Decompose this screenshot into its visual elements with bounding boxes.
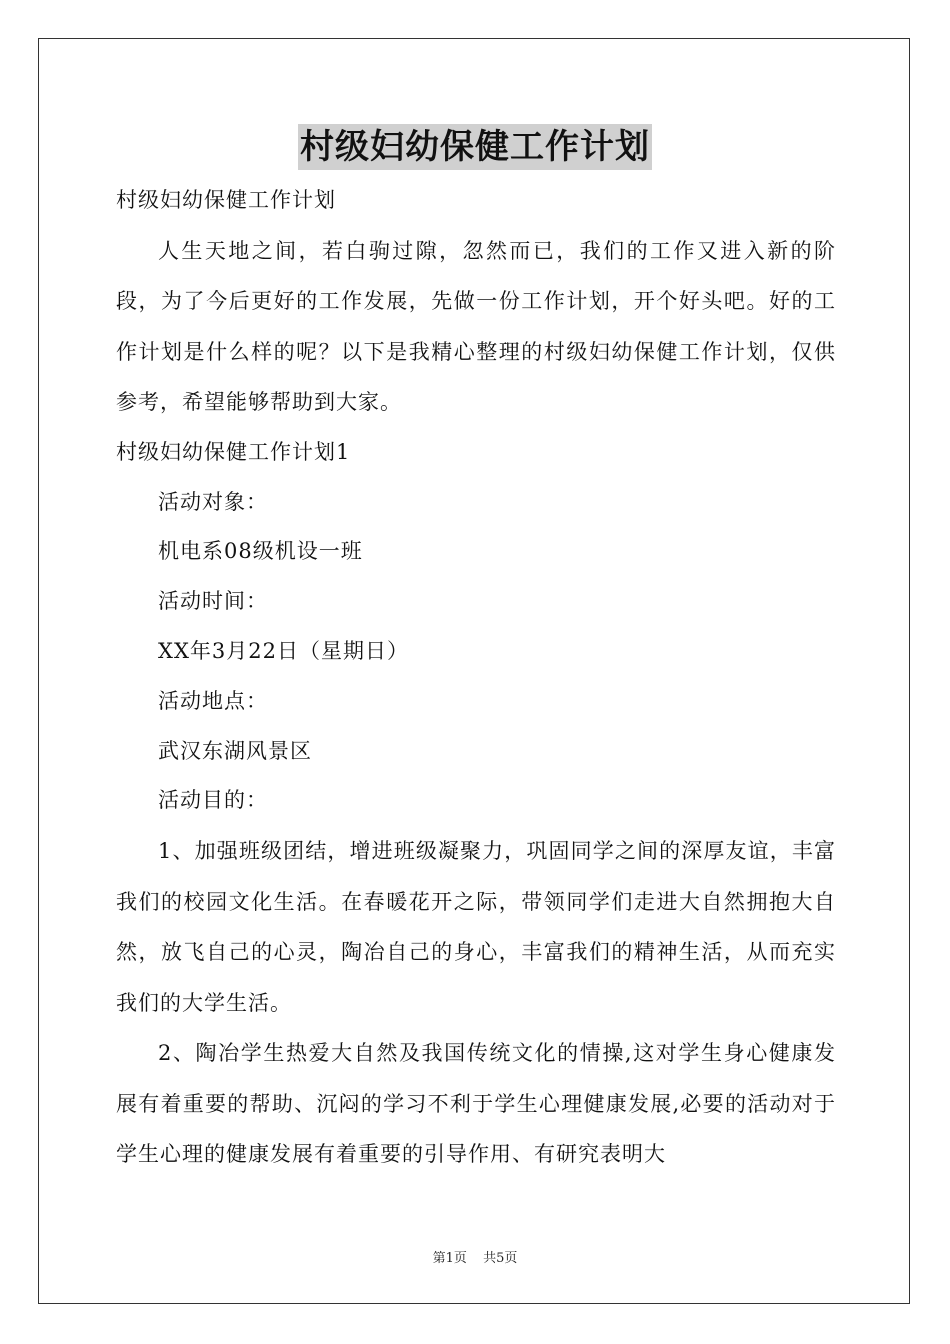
item-time-value: XX年3月22日（星期日）: [158, 638, 409, 663]
page-number-total: 共5页: [483, 1251, 518, 1266]
item-purpose-label: 活动目的：: [158, 788, 268, 813]
document-subtitle: 村级妇幼保健工作计划: [116, 188, 336, 212]
title-wrap: [0, 124, 950, 170]
page-footer: [0, 1247, 950, 1266]
document-title: 村级妇幼保健工作计划: [298, 124, 652, 170]
section-heading: 村级妇幼保健工作计划1: [116, 439, 351, 464]
page-number-current: 第1页: [432, 1251, 467, 1266]
document-body: [116, 176, 836, 1180]
intro-paragraph: 人生天地之间，若白驹过隙，忽然而已，我们的工作又进入新的阶段，为了今后更好的工作发展，先做一份工作计划，开个好头吧。好的工作计划是什么样的呢？以下是我精心整理的村级妇幼保健工作计划，仅供参考，希望能够帮助到大家。: [116, 238, 836, 415]
item-time-label: 活动时间：: [158, 589, 268, 614]
purpose-paragraph-2: 2、陶冶学生热爱大自然及我国传统文化的情操,这对学生身心健康发展有着重要的帮助、沉闷的学习不利于学生心理健康发展,必要的活动对于学生心理的健康发展有着重要的引导作用、有研究表明大: [116, 1041, 836, 1167]
purpose-paragraph-1: 1、加强班级团结，增进班级凝聚力，巩固同学之间的深厚友谊，丰富我们的校园文化生活。在春暖花开之际，带领同学们走进大自然拥抱大自然，放飞自己的心灵，陶冶自己的身心，丰富我们的精神生活，从而充实我们的大学生活。: [116, 839, 836, 1015]
item-target-label: 活动对象：: [158, 489, 268, 514]
item-place-value: 武汉东湖风景区: [158, 738, 312, 763]
item-target-value: 机电系08级机设一班: [158, 539, 363, 564]
item-place-label: 活动地点：: [158, 688, 268, 713]
